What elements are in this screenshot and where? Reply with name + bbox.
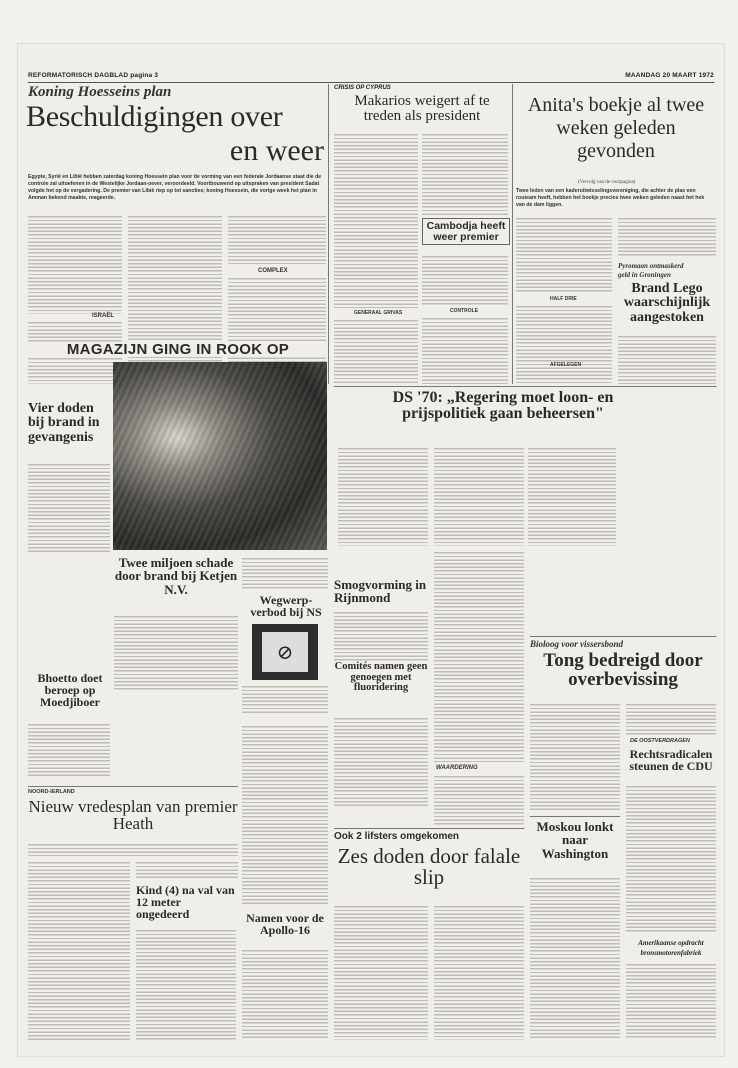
anita-note: (Vervolg van de voorpagina) [578,180,636,185]
twee-miljoen-headline: Twee miljoen schade door brand bij Ketjen N.V. [114,555,238,597]
wegwerp-headline: Wegwerp-verbod bij NS [250,593,322,620]
cambodja-headline: Cambodja heeft weer premier [422,218,510,245]
noord-ierland-headline: Nieuw vredesplan van premier Heath [28,797,238,834]
waardering-label: WAARDERING [436,765,478,771]
header-left: REFORMATORISCH DAGBLAD pagina 3 [28,72,159,79]
ni-intro [28,842,238,856]
half-drie-label: HALF DRIE [550,296,577,302]
crisis-headline: Makarios weigert af te treden als president [354,93,490,125]
pyromaan-headline: Brand Lego waarschijnlijk aangestoken [623,281,711,325]
bioloog-col-2 [626,702,716,736]
lead-col-2 [128,214,222,384]
zes-col-1 [334,904,428,1040]
pyromaan-body [618,334,716,384]
israel-label: ISRAËL [92,313,115,319]
anita-headline: Anita's boekje al twee weken geleden gevonden [527,94,705,162]
ook2-headline: Ook 2 lifsters omgekomen [334,831,460,842]
bioloog-headline: Tong bedreigd door overbevissing [543,650,703,691]
crisis-col-1 [334,132,418,308]
kind-body [136,928,236,1040]
pyromaan-kicker: Pyromaan ontmaskerd [618,262,684,270]
section-rule-bioloog [530,636,716,637]
zes-col-2 [434,904,524,1040]
section-rule-zes [334,828,524,829]
smog-headline: Smogvorming in Rijnmond [334,577,427,606]
anita-col-1 [516,216,612,294]
grivas-label: GENERAAL GRIVAS [354,310,403,316]
namen-headline: Namen voor de Apollo-16 [246,911,324,938]
controle-label: CONTROLE [450,308,479,314]
crisis-col-1b [334,318,418,384]
col-rule-2 [512,84,513,384]
bioloog-kicker: Bioloog voor vissersbond [530,639,624,649]
crisis-col-2 [422,132,508,216]
newspaper-page [18,44,724,1056]
col-rule-1 [328,84,329,384]
moskou-headline: Moskou lonkt naar Washington [536,819,614,861]
lead-kicker: Koning Hoesseins plan [28,84,172,100]
header-right: MAANDAG 20 MAART 1972 [625,72,714,79]
amerikaanse-headline: Amerikaanse opdracht [638,939,704,947]
ds70-col-2 [434,446,524,546]
complex-label: COMPLEX [258,268,288,274]
pyromaan-kicker-2: geld in Groningen [618,271,671,279]
no-throwing-sign [252,624,318,680]
twee-miljoen-body [114,614,238,692]
kind-headline: Kind (4) na val van 12 meter ongedeerd [136,883,235,922]
bhoetto-headline: Bhoetto doet beroep op Moedjiboer [37,671,103,710]
cambodja-body-2 [422,316,508,384]
ds70-headline: DS '70: „Regering moet loon- en prijspolitiek gaan beheersen" [392,389,614,423]
rechtsradicalen-headline: Rechtsradicalen steunen de CDU [629,747,713,774]
cambodja-body [422,254,508,306]
namen-body [242,948,328,1040]
comites-body [334,716,428,806]
lead-col-1 [28,214,122,314]
afgelegen-label: AFGELEGEN [550,362,582,368]
section-rule-moskou [530,816,620,817]
ds70-col-3 [528,446,616,546]
moskou-body [530,876,620,1040]
vier-headline: Vier doden bij brand in gevangenis [28,401,100,445]
vier-body [28,462,110,552]
amerikaanse-headline-2: bronsmotorenfabriek [640,949,702,957]
section-rule-ni [28,786,238,787]
crisis-kicker: CRISIS OP CYPRUS [334,85,391,91]
noord-ierland-label: NOORD-IERLAND [28,789,75,795]
wegwerp-body-2 [242,724,328,904]
lead-headline-1: Beschuldigingen over [26,100,283,133]
amerikaanse-body [626,962,716,1040]
ni-col-2 [136,860,238,880]
anita-subhead: Twee leden van een kaderuitwisselingsvereniging, die achter de plas een routeam heeft, hebben het boekje precies twee weken geleden naast het hek van de dam liggen. [516,188,705,209]
lead-subhead: Egypte, Syrië en Libië hebben zaterdag koning Hoessein plan voor de vorming van een federale Jordaanse staat die de controle zal uitoefenen in de Westelijke Jordaan-oever, veroordeeld. Voortbouwend op uitspraken van president Sadat volgde het op de vergadering. De premier van Libië riep op tot sancties; koning Hoessein, die vorige week het plan in Amman bekend maakte, reageerde. [28,174,322,202]
rechtsradicalen-label: DE OOSTVERDRAGEN [630,738,690,744]
page-header [28,72,714,83]
wegwerp-body [242,684,328,714]
comites-headline: Comités namen geen genoegen met fluoridering [334,661,428,694]
ds70-col-1 [338,446,428,546]
section-rule-ds70 [334,386,716,387]
lead-col-3a [228,214,326,264]
smog-body [334,610,428,662]
photo-caption-text [242,556,328,590]
bioloog-col-1 [530,702,620,812]
anita-col-1b [516,304,612,384]
ds70-col-2b [434,550,524,762]
ds70-col-2c [434,774,524,826]
rechtsradicalen-body [626,784,716,934]
bhoetto-body [28,722,110,778]
lead-headline-2: en weer [229,134,324,167]
zes-doden-headline: Zes doden door falale slip [337,844,521,890]
anita-col-2 [618,216,716,256]
no-throwing-icon: ⊘ [262,632,308,671]
fire-photo [113,362,327,550]
ni-col-1 [28,860,130,1040]
magazijn-headline: MAGAZIJN GING IN ROOK OP [28,342,328,357]
